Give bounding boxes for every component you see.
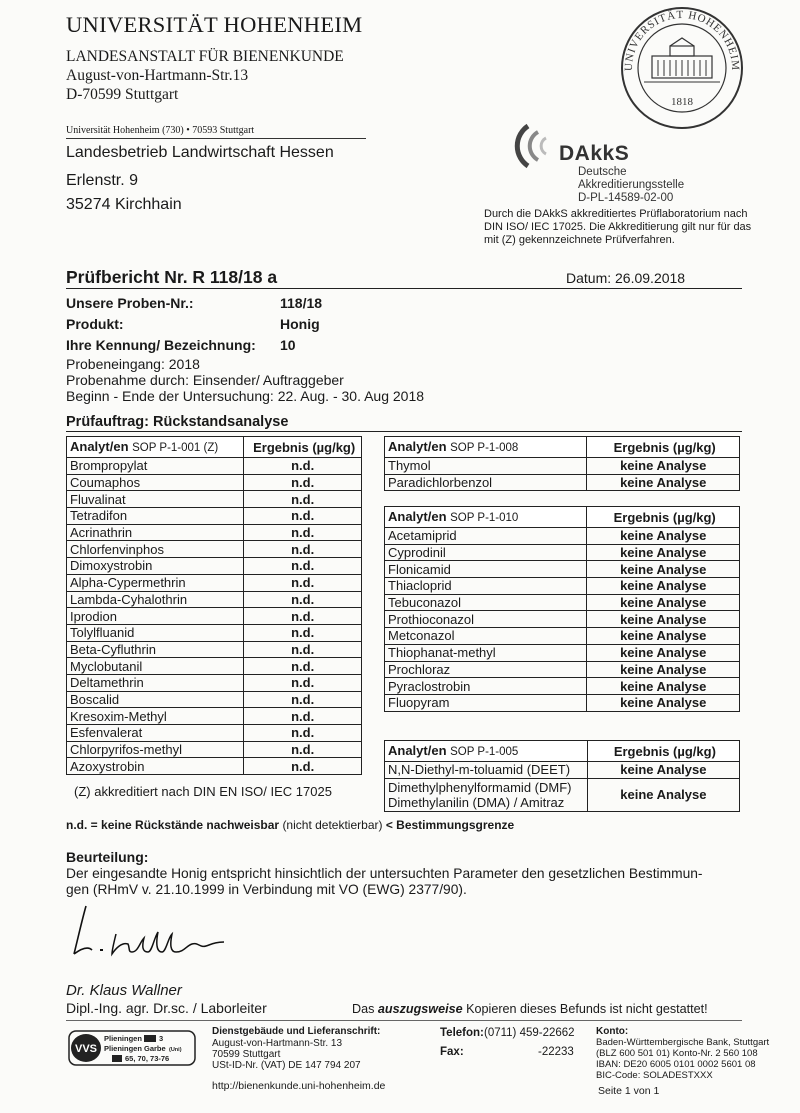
analyte-cell: Acetamiprid — [385, 528, 587, 545]
handwritten-signature — [68, 898, 268, 962]
table-header-row — [385, 741, 740, 762]
institute-name: LANDESANSTALT FÜR BIENENKUNDE — [66, 48, 344, 65]
table-header-result: Ergebnis (µg/kg) — [587, 741, 739, 762]
table-body — [385, 528, 740, 712]
table-row — [67, 458, 362, 475]
analyte-cell: Kresoxim-Methyl — [67, 708, 244, 725]
table-row — [67, 508, 362, 525]
analyte-cell: Cyprodinil — [385, 544, 587, 561]
result-cell: n.d. — [244, 558, 362, 575]
svg-text:Plieningen Garbe: Plieningen Garbe — [104, 1044, 166, 1053]
footer-rule — [66, 1020, 742, 1021]
result-cell: n.d. — [244, 474, 362, 491]
signer-name: Dr. Klaus Wallner — [66, 982, 182, 999]
analyte-cell: Flonicamid — [385, 561, 587, 578]
footer-address1: August-von-Hartmann-Str. 13 — [212, 1038, 343, 1049]
table-header-result: Ergebnis (µg/kg) — [244, 437, 362, 458]
recipient-city: 35274 Kirchhain — [66, 196, 182, 213]
table-body — [67, 458, 362, 775]
table-header-result: Ergebnis (µg/kg) — [587, 507, 740, 528]
task-title: Prüfauftrag: Rückstandsanalyse — [66, 414, 289, 430]
result-cell: n.d. — [244, 574, 362, 591]
result-cell: n.d. — [244, 524, 362, 541]
result-cell: n.d. — [244, 758, 362, 775]
institute-street: August-von-Hartmann-Str.13 — [66, 67, 249, 84]
table-row — [67, 491, 362, 508]
dakks-name: DAkkS — [559, 142, 630, 165]
seal-year: 1818 — [671, 96, 693, 108]
analyte-cell: Fluopyram — [385, 694, 587, 711]
nd-end: < Bestimmungsgrenze — [385, 818, 515, 832]
table-row — [67, 608, 362, 625]
svg-text:VVS: VVS — [74, 1043, 98, 1055]
phone-label: Telefon: — [440, 1027, 484, 1039]
result-cell: n.d. — [244, 608, 362, 625]
footer-url[interactable]: http://bienenkunde.uni-hohenheim.de — [212, 1080, 386, 1092]
identifier-label: Ihre Kennung/ Bezeichnung: — [66, 337, 256, 353]
results-table-p1-008 — [384, 436, 740, 491]
analyte-cell: Chlorfenvinphos — [67, 541, 244, 558]
sample-number-label: Unsere Proben-Nr.: — [66, 295, 194, 311]
table-row — [67, 558, 362, 575]
university-seal-icon — [618, 4, 746, 132]
result-cell: n.d. — [244, 691, 362, 708]
analyte-cell: Iprodion — [67, 608, 244, 625]
table-row — [67, 758, 362, 775]
analyte-cell: Azoxystrobin — [67, 758, 244, 775]
result-cell: n.d. — [244, 591, 362, 608]
analyte-line: Dimethylphenylformamid (DMF) — [388, 779, 572, 795]
dakks-line3: D-PL-14589-02-00 — [578, 192, 674, 204]
table-row — [385, 528, 740, 545]
analyte-cell: N,N-Diethyl-m-toluamid (DEET) — [385, 762, 588, 779]
product-value: Honig — [280, 316, 320, 332]
nd-paren: (nicht detektierbar) — [282, 818, 383, 832]
result-cell: n.d. — [244, 741, 362, 758]
table-row — [385, 661, 740, 678]
sample-number-value: 118/18 — [280, 295, 323, 311]
result-cell: n.d. — [244, 725, 362, 742]
report-title-rule — [66, 288, 742, 289]
result-cell: keine Analyse — [587, 694, 740, 711]
analyte-cell: Coumaphos — [67, 474, 244, 491]
analyte-cell: Lambda-Cyhalothrin — [67, 591, 244, 608]
analyte-cell: Thiacloprid — [385, 578, 587, 595]
recipient-street: Erlenstr. 9 — [66, 172, 139, 189]
result-cell: keine Analyse — [587, 778, 739, 811]
table-header-result: Ergebnis (µg/kg) — [587, 437, 740, 458]
copy-notice: Das auszugsweise Kopieren dieses Befunds ist nicht gestattet! — [352, 1002, 708, 1016]
results-table-p1-005 — [384, 740, 740, 812]
table-row — [67, 641, 362, 658]
result-cell: n.d. — [244, 458, 362, 475]
table-row — [67, 691, 362, 708]
analyte-cell: Dimoxystrobin — [67, 558, 244, 575]
table-row — [67, 591, 362, 608]
table-row — [67, 708, 362, 725]
table-row — [385, 611, 740, 628]
footer-vat: USt-ID-Nr. (VAT) DE 147 794 207 — [212, 1060, 361, 1071]
assessment-line2: gen (RHmV v. 21.10.1999 in Verbindung mit VO (EWG) 2377/90). — [66, 882, 467, 897]
product-label: Produkt: — [66, 316, 124, 332]
identifier-value: 10 — [280, 337, 296, 353]
copy-emphasis: auszugsweise — [377, 1002, 463, 1016]
table-header-analyte: Analyt/en SOP P-1-001 (Z) — [67, 437, 244, 458]
period-line: Beginn - Ende der Untersuchung: 22. Aug. - 30. Aug 2018 — [66, 388, 425, 404]
table-row — [67, 674, 362, 691]
analyte-cell: Alpha-Cypermethrin — [67, 574, 244, 591]
result-cell: keine Analyse — [587, 628, 740, 645]
svg-text:Plieningen: Plieningen — [104, 1034, 142, 1043]
svg-text:(Uni): (Uni) — [169, 1047, 182, 1053]
table-body — [385, 458, 740, 491]
analyte-cell: Brompropylat — [67, 458, 244, 475]
analyte-cell: Metconazol — [385, 628, 587, 645]
result-cell: n.d. — [244, 658, 362, 675]
result-cell: keine Analyse — [587, 458, 740, 475]
analyte-cell: Boscalid — [67, 691, 244, 708]
table-header-analyte: Analyt/en SOP P-1-010 — [385, 507, 587, 528]
result-cell: keine Analyse — [587, 594, 740, 611]
assessment-line1: Der eingesandte Honig entspricht hinsichtlich der untersuchten Parameter den gesetzlichen Bestimmun- — [66, 866, 703, 881]
phone-value: (0711) 459-22662 — [484, 1027, 575, 1039]
analyte-cell: Pyraclostrobin — [385, 678, 587, 695]
analyte-cell: Myclobutanil — [67, 658, 244, 675]
result-cell: keine Analyse — [587, 762, 739, 779]
table-row — [67, 658, 362, 675]
table-row — [385, 594, 740, 611]
table-header-row — [67, 437, 362, 458]
analyte-cell: Fluvalinat — [67, 491, 244, 508]
analyte-cell: Beta-Cyfluthrin — [67, 641, 244, 658]
analyte-cell: Prochloraz — [385, 661, 587, 678]
result-cell: n.d. — [244, 708, 362, 725]
table-row — [67, 541, 362, 558]
table-header-row — [385, 507, 740, 528]
analyte-cell: Esfenvalerat — [67, 725, 244, 742]
analyte-cell: Tolylfluanid — [67, 624, 244, 641]
result-cell: keine Analyse — [587, 528, 740, 545]
page-number: Seite 1 von 1 — [598, 1085, 660, 1097]
table-row — [385, 544, 740, 561]
table-row — [385, 578, 740, 595]
analyte-cell: Acrinathrin — [67, 524, 244, 541]
dakks-logo-icon — [508, 118, 564, 174]
vvs-transit-logo-icon — [68, 1030, 196, 1066]
sampling-line: Probenahme durch: Einsender/ Auftraggeber — [66, 372, 344, 388]
result-cell: n.d. — [244, 508, 362, 525]
results-table-p1-010 — [384, 506, 740, 712]
bank-line3: IBAN: DE20 6005 0101 0002 5601 08 — [596, 1059, 756, 1070]
nd-def: keine Rückstände nachweisbar — [101, 818, 280, 832]
table-row — [385, 678, 740, 695]
report-date: Datum: 26.09.2018 — [566, 270, 686, 286]
signer-role: Dipl.-Ing. agr. Dr.sc. / Laborleiter — [66, 1000, 267, 1016]
svg-text:65, 70, 73-76: 65, 70, 73-76 — [125, 1054, 170, 1063]
dakks-accreditation-text: Durch die DAkkS akkreditiertes Prüflaboratorium nach DIN ISO/ IEC 17025. Die Akkreditierung gilt nur für das mit (Z) gekennzeichnete Prüfverfahren. — [484, 208, 752, 246]
analyte-cell: Thiophanat-methyl — [385, 644, 587, 661]
table-header-analyte: Analyt/en SOP P-1-005 — [385, 741, 588, 762]
result-cell: keine Analyse — [587, 678, 740, 695]
nd-definition — [66, 818, 514, 832]
footer-address-title: Dienstgebäude und Lieferanschrift: — [212, 1026, 381, 1037]
result-cell: keine Analyse — [587, 544, 740, 561]
analyte-cell: Prothioconazol — [385, 611, 587, 628]
institute-city: D-70599 Stuttgart — [66, 86, 179, 103]
result-cell: keine Analyse — [587, 474, 740, 491]
dakks-line1: Deutsche — [578, 166, 627, 178]
result-cell: keine Analyse — [587, 611, 740, 628]
table-header-analyte: Analyt/en SOP P-1-008 — [385, 437, 587, 458]
table-row — [67, 474, 362, 491]
university-name: UNIVERSITÄT HOHENHEIM — [66, 12, 363, 37]
analyte-cell — [385, 778, 588, 811]
table-header-row — [385, 437, 740, 458]
report-title: Prüfbericht Nr. R 118/18 a — [66, 267, 278, 287]
analyte-line: Dimethylanilin (DMA) / Amitraz — [388, 794, 565, 810]
bank-line2: (BLZ 600 501 01) Konto-Nr. 2 560 108 — [596, 1048, 758, 1059]
table-row — [385, 644, 740, 661]
assessment-title: Beurteilung: — [66, 849, 149, 865]
analyte-cell: Tetradifon — [67, 508, 244, 525]
analyte-cell: Tebuconazol — [385, 594, 587, 611]
analyte-cell: Deltamethrin — [67, 674, 244, 691]
fax-label: Fax: — [440, 1046, 464, 1058]
bank-line4: BIC-Code: SOLADESTXXX — [596, 1070, 713, 1081]
bank-title: Konto: — [596, 1026, 629, 1037]
fax-value: -22233 — [538, 1046, 574, 1058]
result-cell: n.d. — [244, 491, 362, 508]
result-cell: keine Analyse — [587, 644, 740, 661]
return-address: Universität Hohenheim (730) • 70593 Stuttgart — [66, 125, 255, 136]
return-address-rule — [66, 138, 366, 139]
result-cell: keine Analyse — [587, 661, 740, 678]
table-row — [385, 778, 740, 811]
accreditation-note: (Z) akkreditiert nach DIN EN ISO/ IEC 17025 — [74, 784, 332, 799]
table-row — [385, 762, 740, 779]
result-cell: n.d. — [244, 541, 362, 558]
recipient-name: Landesbetrieb Landwirtschaft Hessen — [66, 144, 334, 161]
table-row — [385, 694, 740, 711]
receipt-line: Probeneingang: 2018 — [66, 356, 200, 372]
table-row — [385, 474, 740, 491]
analyte-cell: Paradichlorbenzol — [385, 474, 587, 491]
table-row — [67, 524, 362, 541]
table-row — [385, 458, 740, 475]
table-row — [385, 628, 740, 645]
nd-term: n.d. = — [66, 818, 98, 832]
result-cell: keine Analyse — [587, 578, 740, 595]
table-row — [385, 561, 740, 578]
bank-line1: Baden-Württembergische Bank, Stuttgart — [596, 1037, 770, 1048]
result-cell: keine Analyse — [587, 561, 740, 578]
table-row — [67, 741, 362, 758]
table-row — [67, 574, 362, 591]
footer-address2: 70599 Stuttgart — [212, 1049, 281, 1060]
result-cell: n.d. — [244, 674, 362, 691]
svg-text:3: 3 — [159, 1034, 164, 1043]
table-row — [67, 624, 362, 641]
dakks-line2: Akkreditierungsstelle — [578, 179, 685, 191]
table-row — [67, 725, 362, 742]
task-title-rule — [66, 431, 742, 432]
analyte-cell: Chlorpyrifos-methyl — [67, 741, 244, 758]
analyte-cell: Thymol — [385, 458, 587, 475]
result-cell: n.d. — [244, 624, 362, 641]
seal-text: UNIVERSITÄT HOHENHEIM — [622, 8, 742, 72]
result-cell: n.d. — [244, 641, 362, 658]
results-table-p1-001 — [66, 436, 362, 775]
